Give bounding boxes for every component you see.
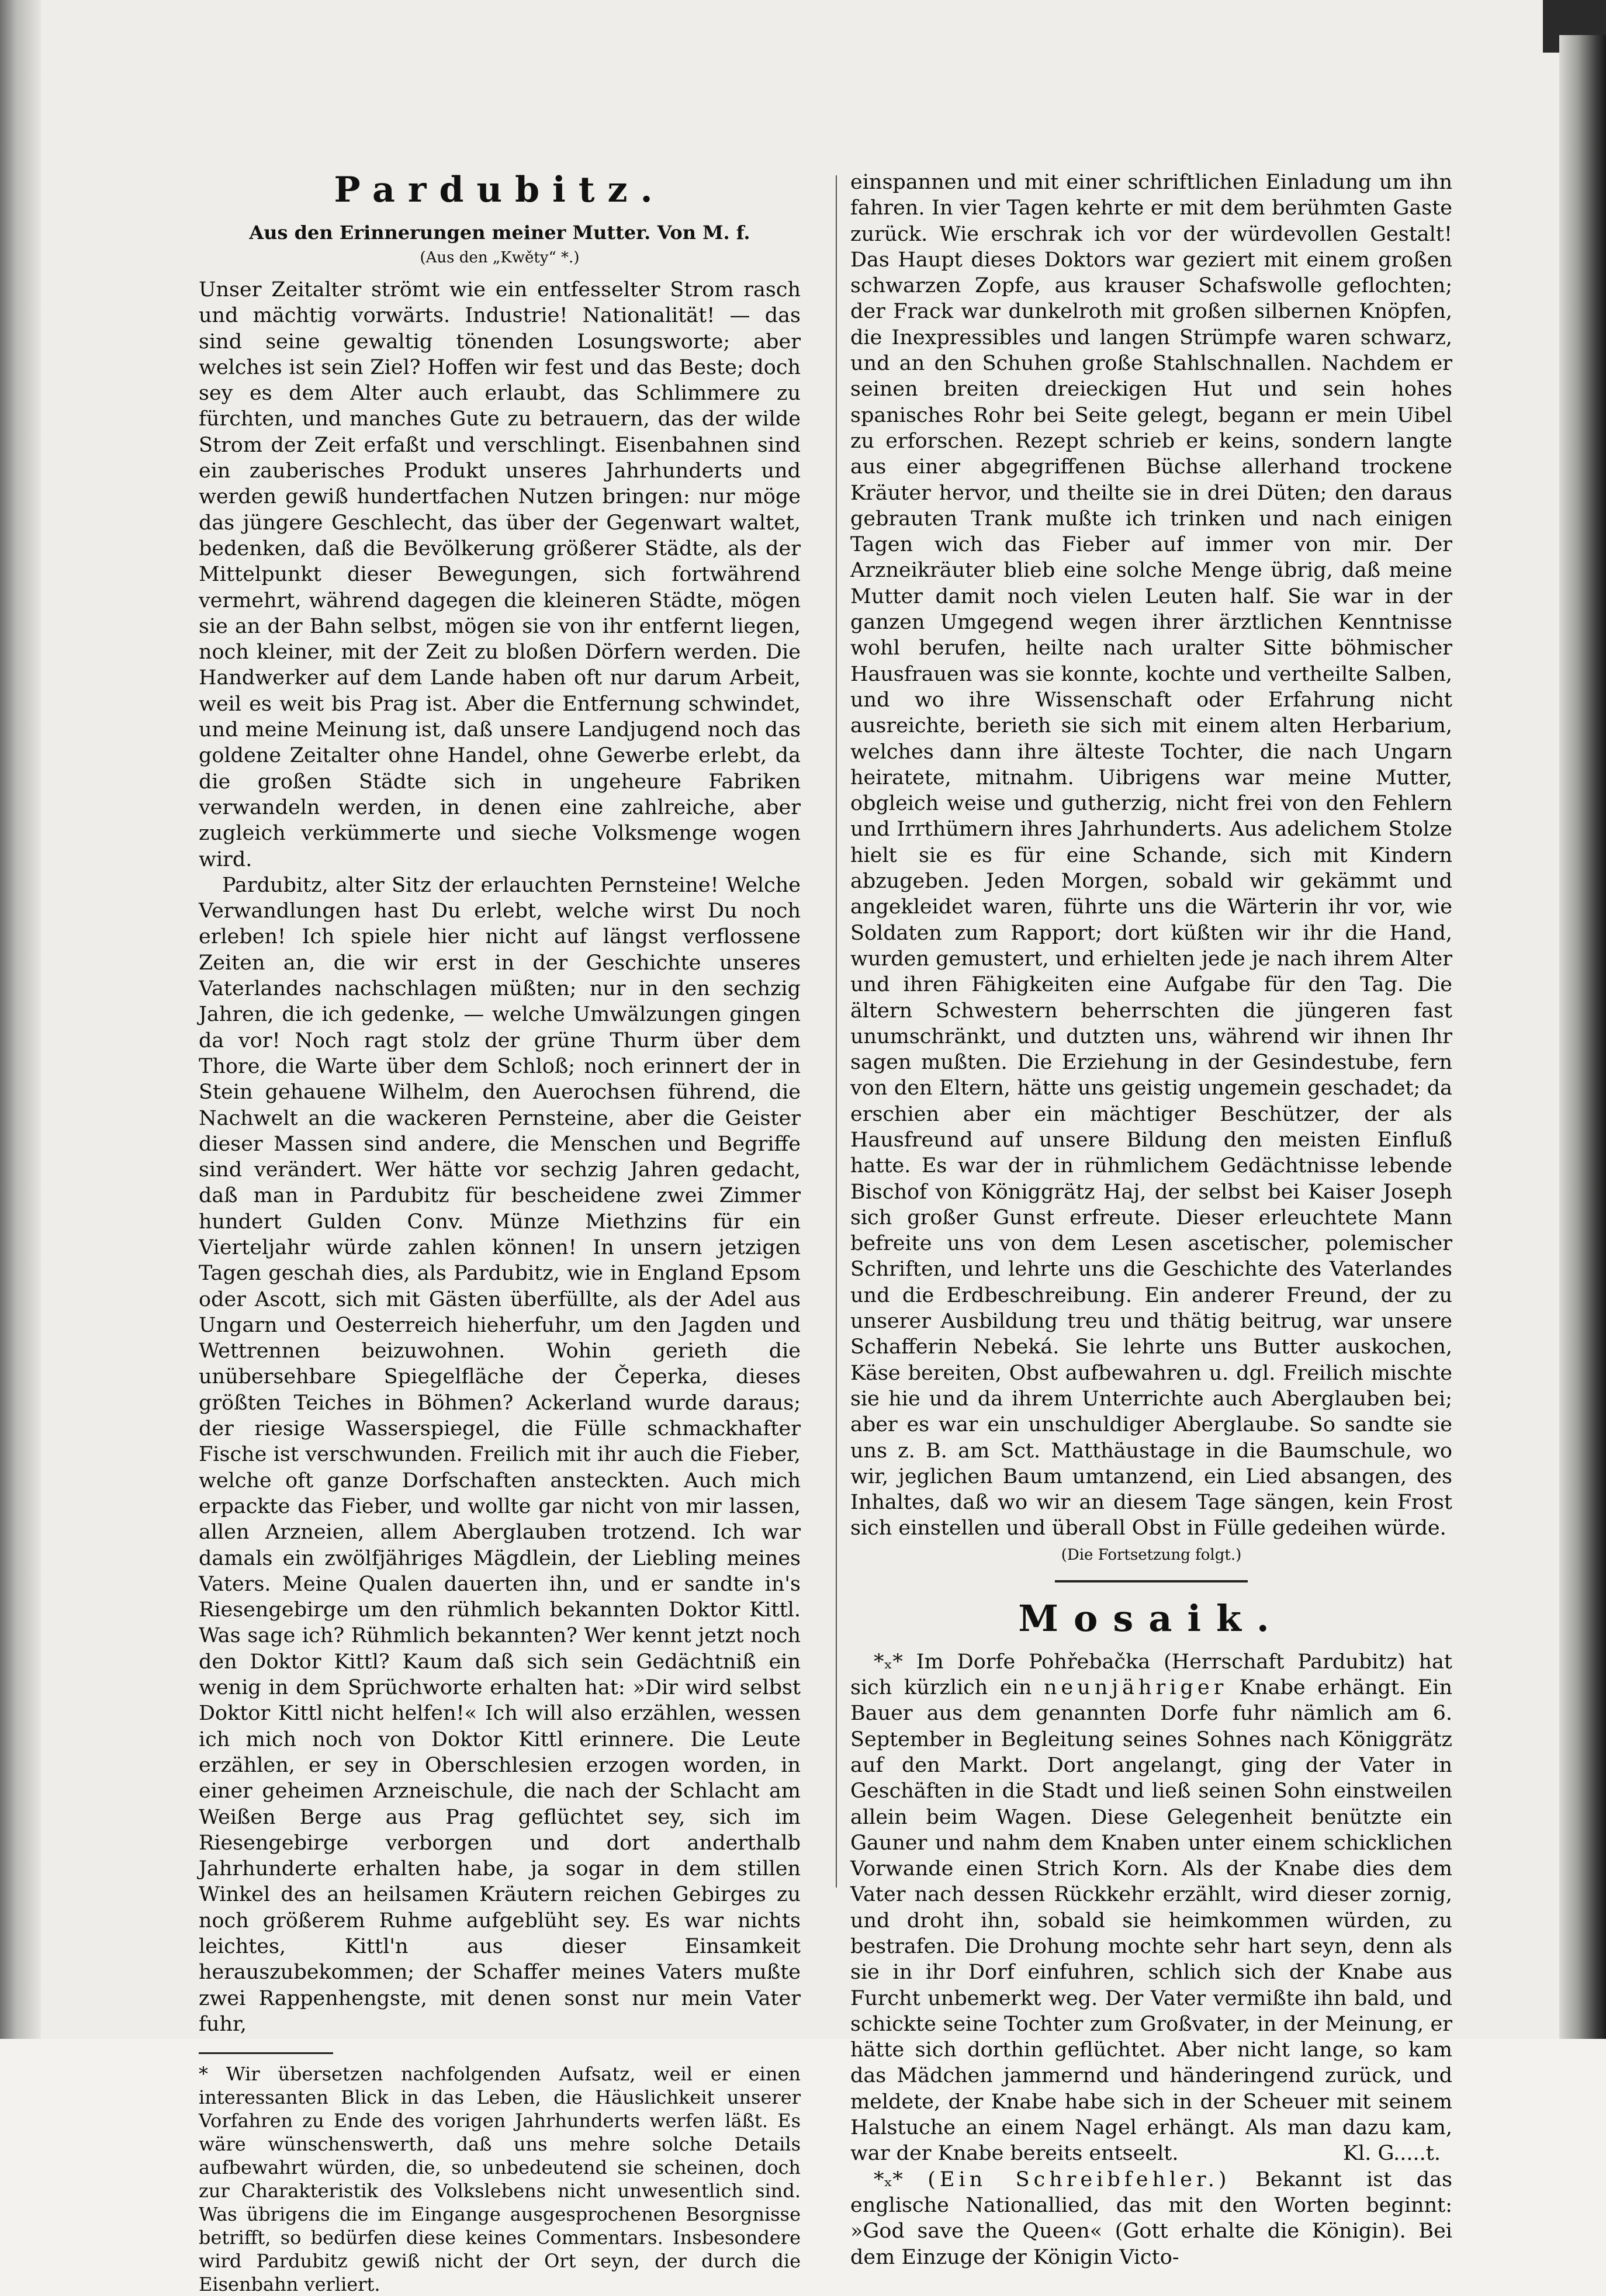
column-divider	[836, 175, 837, 1888]
section-separator	[1055, 1580, 1248, 1582]
mosaik-item-1-signature: Kl. G.....t.	[1342, 2142, 1441, 2166]
binding-shadow	[0, 0, 41, 2039]
article-paragraph: Pardubitz, alter Sitz der erlauchten Pernsteine! Welche Verwandlungen hast Du erlebt, welche wirst Du noch erleben! Ich spiele hier nicht auf längst verflossene Zeiten an, die wir erst in der Geschichte unseres Vaterlandes nachschlagen müßten; nur in den sechzig Jahren, die ich gedenke, — welche Umwälzungen gingen da vor! Noch ragt stolz der grüne Thurm über dem Thore, die Warte über dem Schloß; noch erinnert der in Stein gehauene Wilhelm, den Auerochsen führend, die Nachwelt an die wackeren Pernsteine, aber die Geister dieser Massen sind andere, die Menschen und Begriffe sind verändert. Wer hätte vor sechzig Jahren gedacht, daß man in Pardubitz für bescheidene zwei Zimmer hundert Gulden Conv. Münze Miethzins für ein Vierteljahr würde zahlen können! In unsern jetzigen Tagen geschah dies, als Pardubitz, wie in England Epsom oder Ascott, sich mit Gästen überfüllte, als der Adel aus Ungarn und Oesterreich hieherfuhr, um den Jagden und Wettrennen beizuwohnen. Wohin gerieth die unübersehbare Spiegelfläche der Čeperka, dieses größten Teiches in Böhmen? Ackerland wurde daraus; der riesige Wasserspiegel, die Fülle schmackhafter Fische ist verschwunden. Freilich mit ihr auch die Fieber, welche oft ganze Dorfschaften ansteckten. Auch mich erpackte das Fieber, und wollte gar nicht von mir lassen, allen Arzneien, allem Aberglauben trotzend. Ich war damals ein zwölfjähriges Mägdlein, der Liebling meines Vaters. Meine Qualen dauerten ihn, und er sandte in's Riesengebirge um den rühmlich bekannten Doktor Kittl. Was sage ich? Rühmlich bekannten? Wer kennt jetzt noch den Doktor Kittl? Kaum daß sich sein Gedächtniß ein wenig in dem Sprüchworte erhalten hat: »Dir wird selbst Doktor Kittl nicht helfen!« Ich will also erzählen, wessen ich mich noch von Doktor Kittl erinnere. Die Leute erzählen, er sey in Oberschlesien erzogen worden, in einer geheimen Arzneischule, die nach der Schlacht am Weißen Berge aus Prag geflüchtet sey, sich im Riesengebirge verborgen und dort anderthalb Jahrhunderte erhalten habe, ja sogar in dem stillen Winkel des an heilsamen Kräutern reichen Gebirges zu noch größerem Ruhme aufgeblüht sey. Es war nichts leichtes, Kittl'n aus dieser Einsamkeit herauszubekommen; der Schaffer meines Vaters mußte zwei Rappenhengste, mit denen sonst nur mein Vater fuhr,	[199, 873, 801, 2036]
mosaik-item-2	[850, 2167, 1452, 2270]
article-subtitle: Aus den Erinnerungen meiner Mutter. Von M. f.	[249, 221, 750, 244]
mosaik-item-2-text: Bekannt ist das englische Nationallied, das mit den Worten beginnt: »God save the Queen« (Gott erhalte die Königin). Bei dem Einzuge der Königin Victo-	[850, 2167, 1452, 2269]
mosaik-item-2-emphasis: (Ein Schreibfehler.)	[927, 2167, 1231, 2191]
article-paragraph: Unser Zeitalter strömt wie ein entfesselter Strom rasch und mächtig vorwärts. Industrie! Nationalität! — das sind seine gewaltig tönenden Losungsworte; aber welches ist sein Ziel? Hoffen wir fest und das Beste; doch sey es dem Alter auch erlaubt, das Schlimmere zu fürchten, und manches Gute zu betrauern, das der wilde Strom der Zeit erfaßt und verschlingt. Eisenbahnen sind ein zauberisches Produkt unseres Jahrhunderts und werden gewiß hundertfachen Nutzen bringen: nur möge das jüngere Geschlecht, das über der Gegenwart waltet, bedenken, daß die Bevölkerung größerer Städte, als der Mittelpunkt dieser Bewegungen, sich fortwährend vermehrt, während dagegen die kleineren Städte, mögen sie an der Bahn selbst, mögen sie von ihr entfernt liegen, noch kleiner, mit der Zeit zu bloßen Dörfern werden. Die Handwerker auf dem Lande haben oft nur darum Arbeit, weil es weit bis Prag ist. Aber die Entfernung schwindet, und meine Meinung ist, daß unsere Landjugend noch das goldene Zeitalter ohne Handel, ohne Gewerbe erlebt, da die großen Städte sich in ungeheure Fabriken verwandeln werden, in denen eine zahlreiche, aber zugleich verkümmerte und sieche Volksmenge wogen wird.	[199, 278, 801, 871]
mosaik-item-1-emphasis: neunjähriger	[1043, 1676, 1228, 1700]
article-paragraph: einspannen und mit einer schriftlichen Einladung um ihn fahren. In vier Tagen kehrte er mit dem berühmten Gaste zurück. Wie erschrak ich vor der würdevollen Gestalt! Das Haupt dieses Doktors war geziert mit einem großen schwarzen Zopfe, aus krauser Schafswolle geflochten; der Frack war dunkelroth mit großen silbernen Knöpfen, die Inexpressibles und langen Strümpfe waren schwarz, und an den Schuhen große Stahlschnallen. Nachdem er seinen breiten dreieckigen Hut und sein hohes spanisches Rohr bei Seite gelegt, begann er mein Uibel zu erforschen. Rezept schrieb er keins, sondern langte aus einer abgegriffenen Büchse allerhand trockene Kräuter hervor, und theilte sie in drei Düten; den daraus gebrauten Trank mußte ich trinken und nach einigen Tagen wich das Fieber auf immer von mir. Der Arzneikräuter blieb eine solche Menge übrig, daß meine Mutter damit noch vielen Leuten half. Sie war in der ganzen Umgegend wegen ihrer ärztlichen Kenntnisse wohl berufen, heilte nach uralter Sitte böhmischer Hausfrauen was sie konnte, kochte und vertheilte Salben, und wo ihre Wissenschaft oder Erfahrung nicht ausreichte, berieth sie sich mit einem alten Herbarium, welches dann ihre älteste Tochter, die nach Ungarn heiratete, mitnahm. Uibrigens war meine Mutter, obgleich weise und gutherzig, nicht frei von den Fehlern und Irrthümern ihres Jahrhunderts. Aus adelichem Stolze hielt sie es für eine Schande, sich mit Kindern abzugeben. Jeden Morgen, sobald wir gekämmt und angekleidet waren, führte uns die Wärterin ihr vor, wie Soldaten zum Rapport; dort küßten wir ihr die Hand, wurden gemustert, und erhielten jede je nach ihrem Alter und ihren Fähigkeiten eine Aufgabe für den Tag. Die ältern Schwestern beherrschten die jüngeren fast unumschränkt, und dutzten uns, während wir ihnen Ihr sagen mußten. Die Erziehung in der Gesindestube, fern von den Eltern, hätte uns geistig ungemein geschadet; da erschien aber ein mächtiger Beschützer, der als Hausfreund auf unsere Bildung den meisten Einfluß hatte. Es war der in rühmlichem Gedächtnisse lebende Bischof von Königgrätz Haj, der selbst bei Kaiser Joseph sich großer Gunst erfreute. Dieser erleuchtete Mann befreite uns von dem Lesen ascetischer, polemischer Schriften, und lehrte uns die Geschichte des Vaterlandes und die Erdbeschreibung. Ein anderer Freund, der zu unserer Ausbildung treu und thätig beitrug, war unsere Schafferin Nebeká. Sie lehrte uns Butter auskochen, Käse bereiten, Obst aufbewahren u. dgl. Freilich mischte sie hie und da ihrem Unterrichte auch Aberglauben bei; aber es war ein unschuldiger Aberglaube. So sandte sie uns z. B. am Sct. Matthäustage in die Baumschule, wo wir, jeglichen Baum umtanzend, ein Lied absangen, des Inhaltes, daß wo wir an diesem Tage sängen, kein Frost sich einstellen und überall Obst in Fülle gedeihen würde.	[850, 171, 1452, 1540]
footnote-rule	[199, 2052, 333, 2054]
mosaik-item-1-text: Knabe erhängt. Ein Bauer aus dem genannten Dorfe fuhr nämlich am 6. September in Begleitung seines Sohnes nach Königgrätz auf den Markt. Dort angelangt, ging der Vater in Geschäften in die Stadt und ließ seinen Sohn einstweilen allein beim Wagen. Diese Gelegenheit benützte ein Gauner und nahm dem Knaben unter einem schicklichen Vorwande einen Strich Korn. Als der Knabe dies dem Vater nach dessen Rückkehr erzählt, wird dieser zornig, und droht ihn, sobald sie heimkommen würden, zu bestrafen. Die Drohung mochte sehr hart seyn, denn als sie in ihr Dorf einfuhren, schlich sich der Knabe aus Furcht unbemerkt weg. Der Vater vermißte ihn bald, und schickte seine Tochter zum Großvater, in der Meinung, er hätte sich dorthin geflüchtet. Aber nicht lange, so kam das Mädchen jammernd und händeringend zurück, und meldete, der Knabe habe sich in der Scheuer mit seinem Halstuche an einem Nagel erhängt. Als man dazu kam, war der Knabe bereits entseelt.	[850, 1676, 1452, 2166]
article-source: (Aus den „Kwěty“ *.)	[420, 249, 580, 266]
mosaik-item-1-prefix: *ₓ* Im Dorfe Pohřebačka (Herrschaft Pardubitz) hat sich kürzlich ein	[850, 1650, 1452, 1700]
left-column	[199, 169, 801, 2296]
mosaik-item-1	[850, 1649, 1452, 2167]
continuation-note: (Die Fortsetzung folgt.)	[1061, 1546, 1242, 1564]
footnote: * Wir übersetzen nachfolgenden Aufsatz, weil er einen interessanten Blick in das Leben, die Häuslichkeit unserer Vorfahren zu Ende des vorigen Jahrhunderts werfen läßt. Es wäre wünschenswerth, daß uns mehre solche Details aufbewahrt würden, die, so unbedeutend sie scheinen, doch zur Charakteristik des Volkslebens nicht unwesentlich sind. Was übrigens die im Eingange ausgesprochenen Besorgnisse betrifft, so bedürfen diese keines Commentars. Insbesondere wird Pardubitz gewiß nicht der Ort seyn, der durch die Eisenbahn verliert.	[199, 2063, 801, 2296]
article-title: Pardubitz.	[334, 169, 666, 210]
page-edge	[1559, 35, 1606, 2039]
right-column	[850, 169, 1452, 2270]
mosaik-item-2-prefix: *ₓ*	[874, 2167, 928, 2191]
section-title: Mosaik.	[1018, 1597, 1285, 1640]
